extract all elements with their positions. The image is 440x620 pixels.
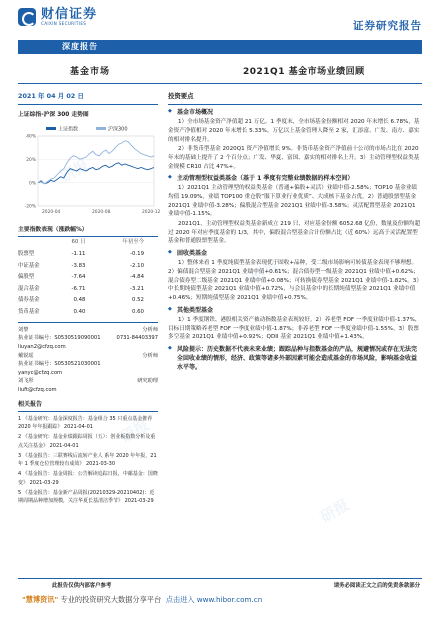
footer-left: 此报告仅供内部客户参考 [52, 583, 112, 589]
analyst-row [18, 326, 158, 335]
hibor-banner[interactable] [22, 594, 262, 605]
analyst-row [18, 352, 158, 361]
related-report-item: 2 《基金研究：基金业绩跟踪周报（五）：创业板指数分析及重点关注基金》 2021-04-01 [18, 434, 156, 449]
table-cell: 中证基金 [18, 262, 40, 269]
watermark: 研报 [117, 415, 153, 447]
brand-name-en: CAIXIN SECURITIES [41, 21, 87, 26]
section-title: ◆ 固收类基金 [168, 249, 422, 258]
related-report-item: 3 《基金报告：三联赛线后流转产业人 系年 2020 年年报，21 年 1 季度仓位管理较有成效》 2021-03-30 [18, 452, 157, 467]
chart-title: 上证综指-沪深 300 走势图 [18, 111, 89, 118]
table-cell: -4.84 [130, 274, 144, 281]
section-title: ◆ 基金市场概况 [168, 108, 422, 117]
table-header-cell: 年初至今 [122, 239, 144, 246]
table-cell: -2.10 [130, 262, 144, 269]
index-trend-chart [18, 122, 161, 218]
section-paragraph: 2021Q1，主动管理型权益类基金新成立 219 只，对应基金份额 6052.68 亿份，数量及份额均超过 2020 年对应季度基金的 1/3，其中，偏股混合型基金合计份额占比（近 60%）远高于灵活配置型基金和普通股票型基金。 [168, 221, 421, 245]
table-cell: -0.19 [130, 251, 144, 258]
y-tick-label: 20% [26, 157, 36, 163]
analyst-role: 分析师 [142, 326, 158, 333]
legend-label: 沪深300 [108, 126, 128, 133]
table-cell: 混合基金 [18, 285, 40, 292]
report-title: 2021Q1 基金市场业绩回顾 [243, 67, 365, 77]
index-table-title: 主要指数表现（涨跌幅%） [18, 226, 158, 237]
summary-section [168, 108, 422, 171]
table-cell: 0.48 [73, 297, 86, 304]
y-tick-label: 40% [26, 134, 36, 140]
analyst-row [18, 343, 158, 352]
related-report-item: 1 《基金研究：基金深度报告：基金组合 35 只重点基金推荐 2020 年年报跟踪》 2021-04-01 [18, 415, 153, 430]
document-type: 证券研究报告 [353, 20, 422, 32]
table-row [18, 272, 158, 284]
table-cell: -1.11 [71, 251, 86, 258]
summary-section [168, 174, 422, 246]
summary-sections [168, 108, 422, 373]
table-cell: 0.40 [73, 308, 86, 315]
analyst-info: 刘黎 [18, 326, 29, 333]
hibor-link[interactable]: 点击进入 www.hibor.com.cn [165, 595, 263, 604]
analyst-role: 0731-84403397 [116, 335, 158, 342]
report-band [18, 40, 422, 54]
analyst-info: liuyan2@cfzq.com [18, 343, 66, 350]
watermark: 研报 [57, 155, 93, 187]
index-table [18, 237, 158, 318]
series-line-0 [38, 163, 154, 184]
section-paragraph: 1）2021Q1 主动管理型的权益类基金（普通+偏股+灵活）业绩中值-2.58%；TOP10 基金业绩均值 19.09%，业绩 TOP100 重仓股“服下算业行业优质”、大成核下基金占优。2）普通股票型基金 2021Q1 业绩中值-3.28%；偏股混合型基金 2021Q1 业绩中值-3.58%；灵活配置型基金 2021Q1 业绩中值-1.15%。 [168, 185, 418, 218]
legend-swatch [96, 127, 106, 130]
table-row [18, 248, 158, 260]
analyst-list [18, 326, 158, 395]
table-cell: 0.60 [131, 308, 144, 315]
page-footer [18, 578, 422, 589]
table-header-row [18, 237, 158, 249]
series-line-1 [38, 141, 154, 184]
table-row [18, 295, 158, 307]
analyst-role: 分析师 [142, 352, 158, 359]
summary-section [168, 306, 422, 342]
section-paragraph: 1）整体来看 1 季度纯债型基金表现优于固收+品种，受二级市场影响可转债基金表现不够理想。2）偏债混合型基金 2021Q1 业绩中值+0.61%；混合债券型一级基金 2021Q1 业绩中值+0.62%；混合债券型二级基金 2021Q1 业绩中值+0.08%；可转换债券型基金 2021Q1 业绩中值-1.82%。3）中长期纯债型基金 2021Q1 业绩中值+0.72%，与会员基金中的长期纯债型基金 2021Q1 业绩中值+0.46%；短期纯债型基金 2021Q1 业绩中值+0.75%。 [168, 260, 422, 301]
brand-name: 财信证券 [41, 7, 98, 22]
analyst-info: yanyc@cfzq.com [18, 369, 63, 376]
x-tick-label: 2020-12 [142, 209, 161, 215]
related-title: 相关报告 [18, 400, 158, 411]
table-header-cell: 60 日 [71, 239, 86, 246]
table-row [18, 260, 158, 272]
y-tick-label: -20% [24, 204, 36, 210]
section-paragraph: 1）1 季度钢铁、港股相关资产被动指数基金表现较好。2）养老型 FOF 一季度业绩中值-1.37%，目标日期策略养老型 FOF 一季度业绩中值-1.87%；非养老型 FOF 一季度业绩中值-1.55%。3）股票多空基金 2021Q1 业绩中值+0.92%；QDII 基金 2021Q1 业绩中值+1.43%。 [168, 316, 421, 341]
table-cell: -3.21 [130, 285, 144, 292]
report-category: 基金市场 [70, 67, 111, 77]
footer-right: 请务必阅读正文之后的免责条款部分 [333, 583, 420, 589]
analyst-info: liuft@cfzq.com [18, 386, 57, 393]
table-cell: 0.52 [131, 297, 144, 304]
hibor-name: "慧博资讯" [22, 595, 59, 604]
report-date: 2021 年 04 月 02 日 [18, 92, 158, 105]
analyst-info: 刘飞彤 [18, 378, 34, 385]
analyst-row [18, 377, 158, 386]
table-header-cell [18, 237, 53, 249]
analyst-row [18, 334, 158, 343]
table-cell: 债券基金 [18, 297, 40, 304]
related-reports [18, 415, 158, 506]
table-cell: -3.83 [71, 262, 86, 269]
summary-section [168, 249, 422, 303]
table-row [18, 283, 158, 295]
hibor-desc: 专业的投资研究大数据分享平台 [58, 595, 162, 604]
x-tick-label: 2020-08 [92, 209, 111, 215]
analyst-info: 执业证书编号：S0530519090001 [18, 335, 101, 342]
related-report-item: 5 《基金报告：基金新产品周报(20210329-20210402)：近期周期品种增加规模，关注华夏长基清洁季节》 2021-03-29 [18, 489, 155, 504]
table-cell: -7.64 [71, 274, 86, 281]
title-row [18, 60, 422, 84]
legend-swatch [46, 127, 56, 130]
trend-chart-svg [18, 122, 161, 218]
analyst-row [18, 386, 158, 395]
section-title: ◆ 主动管理型权益类基金（基于 1 季度有完整业绩数据的样本空间） [168, 174, 422, 183]
watermark: 研报 [247, 255, 283, 287]
watermark: 研报 [317, 495, 353, 527]
legend-label: 上证指数 [58, 126, 79, 133]
analyst-info: 戴锐瑶 [18, 352, 34, 359]
analyst-info: 执业证书编号：S0530521030001 [18, 361, 101, 368]
brand-logo [18, 8, 97, 26]
report-header [0, 0, 440, 40]
analyst-row [18, 360, 158, 369]
related-report-item: 4 《基金报告：基金周报：公告解读追踪日报，中邮基金：国晓变》 2021-03-29 [18, 471, 158, 486]
y-tick-label: 0% [29, 181, 36, 187]
section-title: ◆ 风险提示：历史数据不代表未来业绩；跟踪品种与指数基金的产品，规避情况或存在无法完全回收业绩的情形，经济、政策等诸多外部因素可能会造成基金的市场风险，影响基金收益水平等。 [168, 345, 422, 373]
analyst-row [18, 369, 158, 378]
summary-section [168, 345, 422, 373]
table-cell: 股票型 [18, 251, 35, 258]
summary-title: 投资要点 [168, 92, 422, 105]
right-column [168, 92, 422, 373]
left-column [18, 92, 161, 507]
section-paragraph: 2）非货币型基金 2020Q1 资产净值增长 9%。非货币基金资产净值前十公司的市场占比在 2020 年末的基础上提升了 2 个百分点；广发、华夏、富国、嘉实的相对排名上升。3）主动管理型权益类基金规模 CR10 占比 47%+。 [168, 146, 420, 170]
table-row [18, 306, 158, 318]
analyst-role: 研究助理 [137, 378, 158, 385]
table-cell: 偏股型 [18, 274, 35, 281]
plot-frame [38, 136, 154, 206]
section-paragraph: 1）全市场基金资产净值超 21 万亿。1 季度末，全市场基金份额相对 2020 年末增长 6.78%，基金资产净值相对 2020 年末增长 5.33%。万亿以上基金管理人降至 2 家，汇添富、广发、南方、嘉实的相对排名提升。 [168, 119, 420, 143]
table-cell: -6.71 [71, 285, 86, 292]
section-title: ◆ 其他类型基金 [168, 306, 422, 315]
divider [18, 322, 158, 323]
table-cell: 货币基金 [18, 308, 40, 315]
x-tick-label: 2020-04 [42, 209, 61, 215]
brand-logo-icon [18, 8, 36, 26]
report-kind: 深度报告 [62, 42, 98, 51]
